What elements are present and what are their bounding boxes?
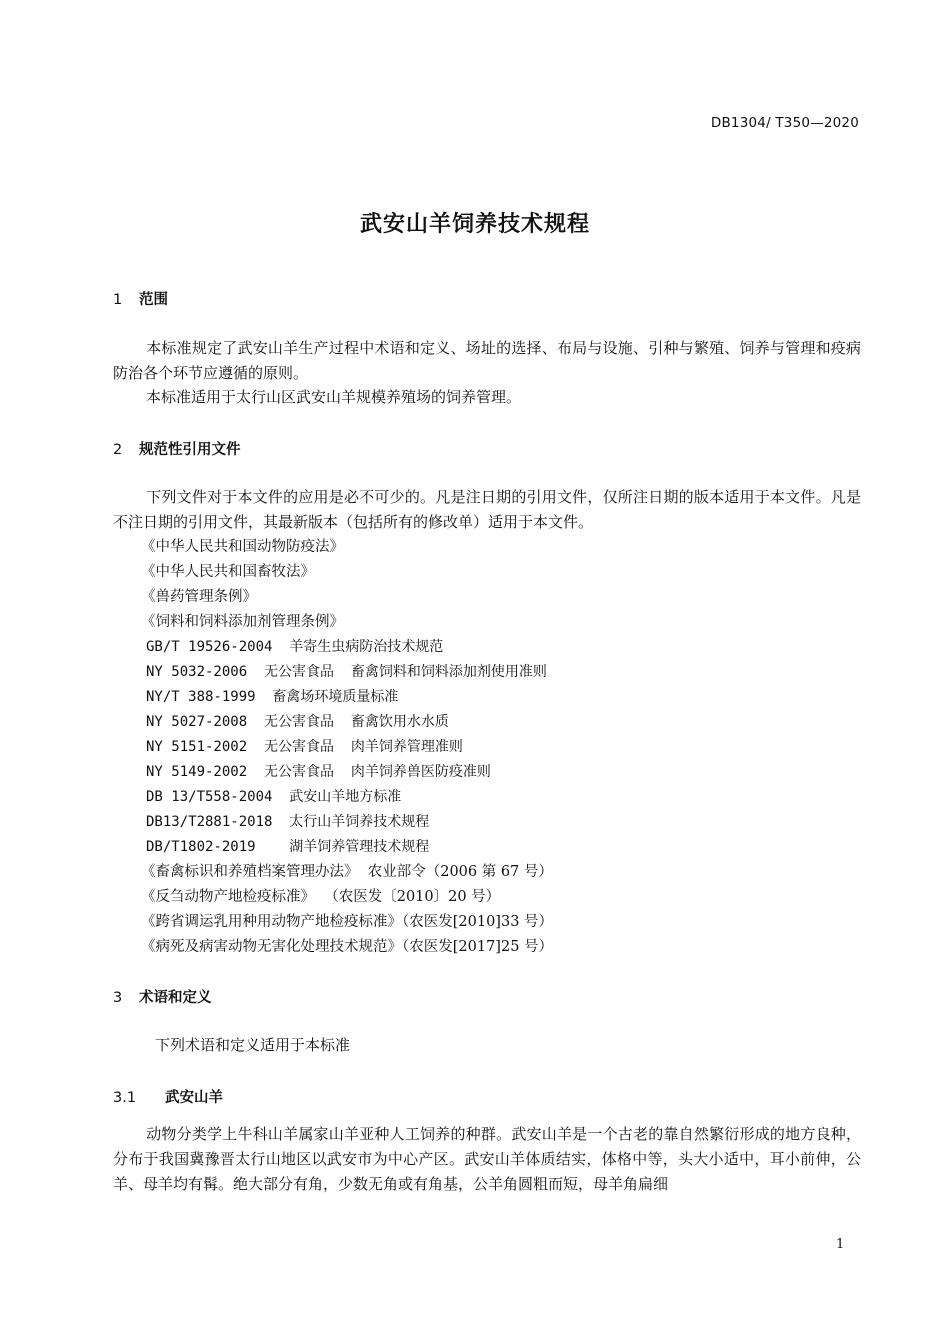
reference-item: DB/T1802-2019 湖羊饲养管理技术规程 bbox=[146, 839, 430, 855]
scope-paragraph-1 bbox=[113, 336, 861, 386]
page-number: 1 bbox=[836, 1237, 845, 1252]
normative-refs-intro-text: 下列文件对于本文件的应用是必不可少的。凡是注日期的引用文件，仅所注日期的版本适用于本文件。凡是不注日期的引用文件，其最新版本（包括所有的修改单）适用于本文件。 bbox=[113, 488, 861, 531]
wuan-goat-definition-text: 动物分类学上牛科山羊属家山羊亚种人工饲养的种群。武安山羊是一个古老的靠自然繁衍形成的地方良种，分布于我国冀豫晋太行山地区以武安市为中心产区。武安山羊体质结实，体格中等，头大小适中，耳小前伸，公羊、母羊均有髯。绝大部分有角，少数无角或有角基，公羊角圆粗而短，母羊角扁细 bbox=[113, 1125, 861, 1193]
section-number: 1 bbox=[113, 292, 123, 308]
normative-refs-intro bbox=[113, 485, 861, 535]
reference-item: 《反刍动物产地检疫标准》 （农医发〔2010〕20 号） bbox=[141, 889, 501, 905]
document-title: 武安山羊饲养技术规程 bbox=[359, 212, 590, 237]
reference-item: 《兽药管理条例》 bbox=[141, 589, 257, 605]
reference-item: 《中华人民共和国畜牧法》 bbox=[141, 564, 315, 580]
scope-text-1: 本标准规定了武安山羊生产过程中术语和定义、场址的选择、布局与设施、引种与繁殖、饲养与管理和疫病防治各个环节应遵循的原则。 bbox=[113, 339, 861, 382]
reference-item: NY/T 388-1999 畜禽场环境质量标准 bbox=[146, 689, 399, 705]
scope-paragraph-2: 本标准适用于太行山区武安山羊规模养殖场的饲养管理。 bbox=[146, 388, 522, 406]
reference-item: NY 5032-2006 无公害食品 畜禽饲料和饲料添加剂使用准则 bbox=[146, 664, 547, 680]
section-title: 范围 bbox=[139, 292, 168, 308]
reference-item: 《中华人民共和国动物防疫法》 bbox=[141, 539, 344, 555]
terms-intro: 下列术语和定义适用于本标准 bbox=[155, 1036, 351, 1054]
reference-item: DB13/T2881-2018 太行山羊饲养技术规程 bbox=[146, 814, 430, 830]
section-title: 规范性引用文件 bbox=[139, 442, 241, 458]
section-title: 武安山羊 bbox=[165, 1090, 223, 1106]
reference-item: NY 5149-2002 无公害食品 肉羊饲养兽医防疫准则 bbox=[146, 764, 491, 780]
section-heading-scope bbox=[113, 288, 168, 309]
reference-item: 《病死及病害动物无害化处理技术规范》（农医发[2017]25 号） bbox=[141, 939, 554, 955]
reference-item: GB/T 19526-2004 羊寄生虫病防治技术规范 bbox=[146, 639, 444, 655]
reference-item: 《饲料和饲料添加剂管理条例》 bbox=[141, 614, 344, 630]
section-number: 3 bbox=[113, 990, 123, 1006]
section-heading-terms bbox=[113, 986, 212, 1007]
section-title: 术语和定义 bbox=[139, 990, 212, 1006]
reference-item: 《畜禽标识和养殖档案管理办法》 农业部令（2006 第 67 号） bbox=[141, 864, 553, 880]
section-number: 3.1 bbox=[113, 1090, 137, 1106]
reference-item: NY 5151-2002 无公害食品 肉羊饲养管理准则 bbox=[146, 739, 463, 755]
reference-item: NY 5027-2008 无公害食品 畜禽饮用水水质 bbox=[146, 714, 449, 730]
section-heading-normative-refs bbox=[113, 438, 241, 459]
reference-item: DB 13/T558-2004 武安山羊地方标准 bbox=[146, 789, 402, 805]
reference-item: 《跨省调运乳用种用动物产地检疫标准》（农医发[2010]33 号） bbox=[141, 914, 554, 930]
wuan-goat-definition bbox=[113, 1122, 861, 1197]
section-number: 2 bbox=[113, 442, 123, 458]
section-heading-wuan-goat bbox=[113, 1086, 223, 1107]
standard-code: DB1304/ T350—2020 bbox=[710, 115, 859, 131]
reference-list bbox=[141, 535, 554, 960]
